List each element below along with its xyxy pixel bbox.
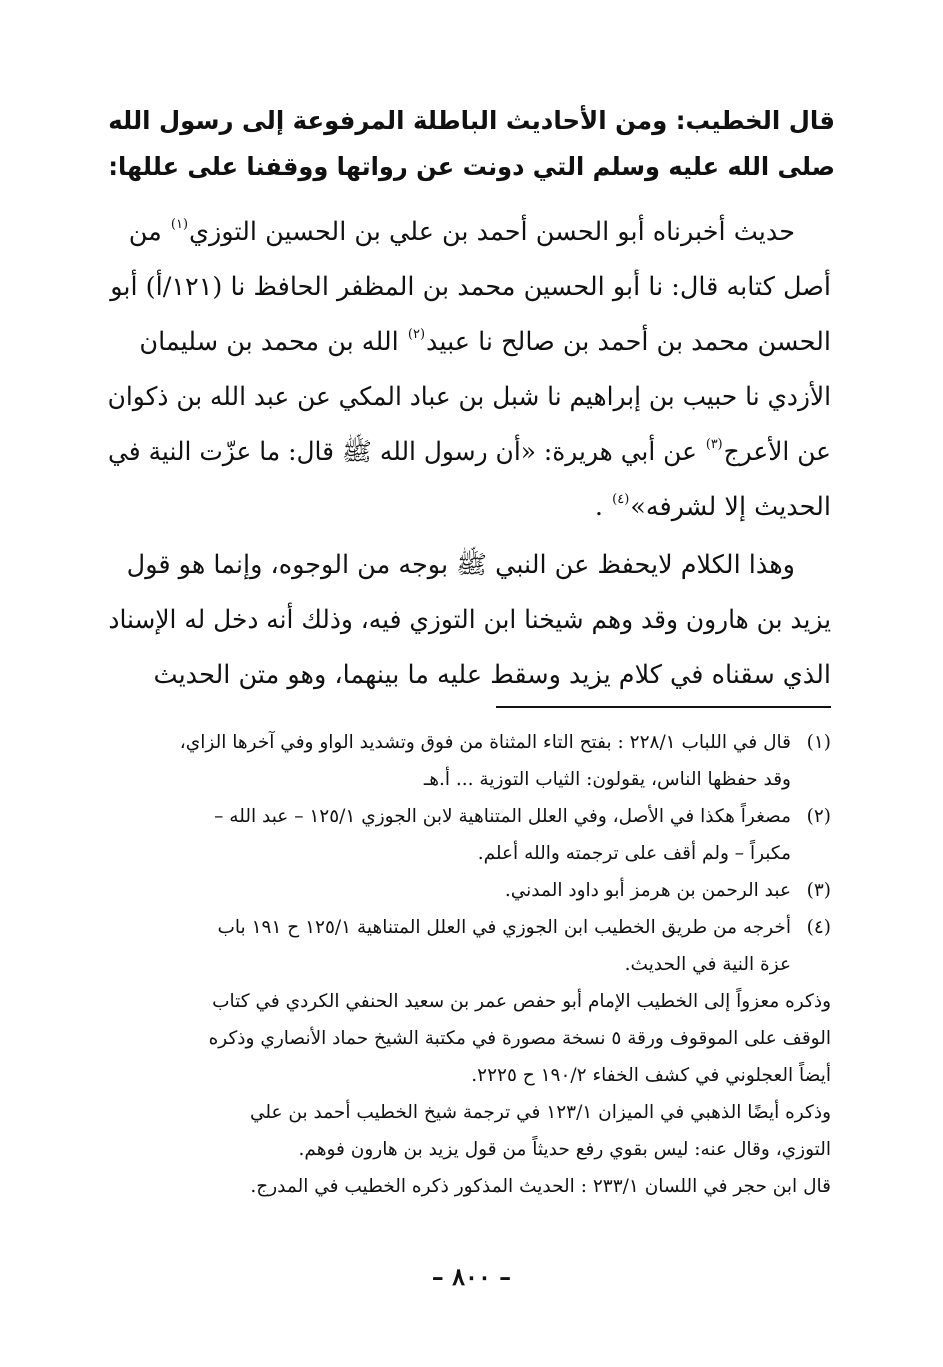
footnote-line: وذكره معزواً إلى الخطيب الإمام أبو حفص عمر بن سعيد الحنفي الكردي في كتاب (212, 991, 831, 1012)
text-line: الحسن محمد بن أحمد بن صالح نا عبيد$^{(٢)}$ الله بن محمد بن سليمان (139, 327, 831, 357)
footnote-ref: (٤) (612, 492, 630, 507)
text-line: وهذا الكلام لايحفظ عن النبي ﷺ بوجه من الوجوه، وإنما هو قول (126, 550, 795, 580)
footnotes (108, 724, 831, 1205)
footnote-number: (٣) (806, 880, 831, 901)
footnote-1 (108, 724, 831, 798)
footnote-line: عزة النية في الحديث. (624, 954, 791, 975)
text-line: الذي سقناه في كلام يزيد وسقط عليه ما بينهما، وهو متن الحديث (153, 660, 831, 690)
footnote-number: (١) (806, 732, 831, 753)
heading-line: قال الخطيب: ومن الأحاديث الباطلة المرفوعة إلى رسول الله (108, 106, 836, 135)
footnote-line: (٤)أخرجه من طريق الخطيب ابن الجوزي في العلل المتناهية ١٢٥/١ ح ١٩١ باب (108, 909, 831, 946)
footnote-ref: (٣) (705, 437, 723, 452)
footnote-line: وذكره أيضًا الذهبي في الميزان ١٢٣/١ في ترجمة شيخ الخطيب أحمد بن علي (249, 1102, 831, 1123)
footnote-ref: (١) (170, 217, 189, 232)
paragraph-hadith-chain (108, 205, 831, 535)
footnote-line: (٣)عبد الرحمن بن هرمز أبو داود المدني. (108, 872, 831, 909)
text-line: عن الأعرج$^{(٣)}$ عن أبي هريرة: «أن رسول الله ﷺ قال: ما عزّت النية في (108, 437, 831, 467)
text-line: أصل كتابه قال: نا أبو الحسين محمد بن المظفر الحافظ نا (١٢١/أ) أبو (110, 272, 831, 302)
text-line: يزيد بن هارون وقد وهم شيخنا ابن التوزي فيه، وذلك أنه دخل له الإسناد (108, 605, 831, 635)
footnote-4 (108, 909, 831, 1205)
footnote-line: الوقف على الموقوف ورقة ٥ نسخة مصورة في مكتبة الشيخ حماد الأنصاري وذكره (208, 1028, 831, 1049)
footnote-number: (٢) (806, 806, 831, 827)
page-number: – ٨٠٠ – (431, 1262, 512, 1291)
footnote-divider (496, 706, 831, 708)
footnote-line: قال ابن حجر في اللسان ٢٣٣/١ : الحديث المذكور ذكره الخطيب في المدرج. (250, 1176, 831, 1197)
text-line: الحديث إلا لشرفه»$^{(٤)}$ . (594, 492, 831, 522)
footnote-line: وقد حفظها الناس، يقولون: الثياب التوزية ... أ.هـ (423, 769, 791, 790)
footnote-line: أيضاً العجلوني في كشف الخفاء ١٩٠/٢ ح ٢٢٢٥. (471, 1065, 831, 1086)
paragraph-commentary (108, 538, 831, 703)
footnote-3 (108, 872, 831, 909)
text-line: الأزدي نا حبيب بن إبراهيم نا شبل بن عباد المكي عن عبد الله بن ذكوان (107, 382, 831, 412)
footnote-line: مكبراً – ولم أقف على ترجمته والله أعلم. (477, 843, 791, 864)
footnote-2 (108, 798, 831, 872)
footnote-line: (١)قال في اللباب ٢٢٨/١ : بفتح التاء المثناة من فوق وتشديد الواو وفي آخرها الزاي، (108, 724, 831, 761)
footnote-line: (٢)مصغراً هكذا في الأصل، وفي العلل المتناهية لابن الجوزي ١٢٥/١ – عبد الله – (108, 798, 831, 835)
section-heading (108, 98, 835, 190)
text-line: حديث أخبرناه أبو الحسن أحمد بن علي بن الحسين التوزي$^{(١)}$ من (128, 217, 795, 247)
footnote-ref: (٢) (407, 327, 426, 342)
heading-line: صلى الله عليه وسلم التي دونت عن رواتها ووقفنا على عللها: (108, 152, 835, 181)
footnote-line: التوزي، وقال عنه: ليس بقوي رفع حديثاً من قول يزيد بن هارون فوهم. (298, 1139, 831, 1160)
footnote-number: (٤) (806, 917, 831, 938)
